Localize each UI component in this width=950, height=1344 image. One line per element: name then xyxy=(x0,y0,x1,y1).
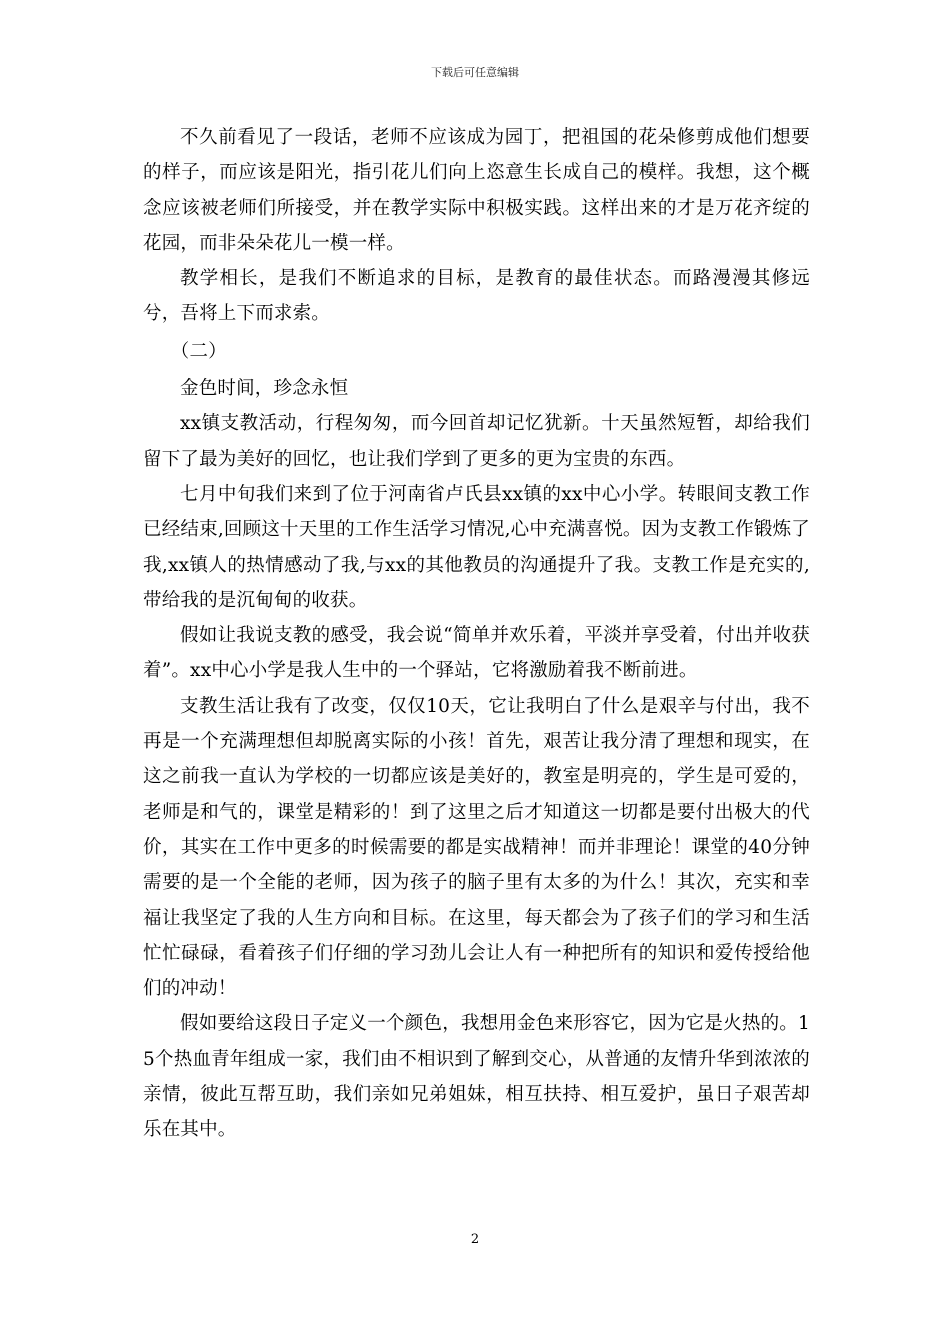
paragraph-july: 七月中旬我们来到了位于河南省卢氏县xx镇的xx中心小学。转眼间支教工作已经结束,回顾这十天里的工作生活学习情况,心中充满喜悦。因为支教工作锻炼了我,xx镇人的热情感动了我,与xx的其他教员的沟通提升了我。支教工作是充实的,带给我的是沉甸甸的收获。 xyxy=(143,483,810,611)
paragraph-gardener: 不久前看见了一段话，老师不应该成为园丁，把祖国的花朵修剪成他们想要的样子，而应该是阳光，指引花儿们向上恣意生长成自己的模样。我想，这个概念应该被老师们所接受，并在教学实际中积极实践。这样出来的才是万花齐绽的花园，而非朵朵花儿一模一样。 xyxy=(143,127,810,254)
page-header: 下载后可任意编辑 xyxy=(431,66,519,79)
paragraph-feelings: 假如让我说支教的感受，我会说“简单并欢乐着，平淡并享受着，付出并收获着”。xx中心小学是我人生中的一个驿站，它将激励着我不断前进。 xyxy=(143,625,810,682)
section-title: 金色时间，珍念永恒 xyxy=(180,378,349,400)
document-body xyxy=(143,120,810,1148)
paragraph-activity: xx镇支教活动，行程匆匆，而今回首却记忆犹新。十天虽然短暂，却给我们留下了最为美好的回忆，也让我们学到了更多的更为宝贵的东西。 xyxy=(143,413,810,470)
section-number: （二） xyxy=(170,340,227,362)
paragraph-teaching: 教学相长，是我们不断追求的目标，是教育的最佳状态。而路漫漫其修远兮，吾将上下而求索。 xyxy=(143,268,810,325)
paragraph-change: 支教生活让我有了改变，仅仅10天，它让我明白了什么是艰辛与付出，我不再是一个充满理想但却脱离实际的小孩！首先，艰苦让我分清了理想和现实，在这之前我一直认为学校的一切都应该是美好的，教室是明亮的，学生是可爱的，老师是和气的，课堂是精彩的！到了这里之后才知道这一切都是要付出极大的代价，其实在工作中更多的时候需要的都是实战精神！而并非理论！课堂的40分钟需要的是一个全能的老师，因为孩子的脑子里有太多的为什么！其次，充实和幸福让我坚定了我的人生方向和目标。在这里，每天都会为了孩子们的学习和生活忙忙碌碌，看着孩子们仔细的学习劲儿会让人有一种把所有的知识和爱传授给他们的冲动！ xyxy=(143,695,810,1000)
page-number: 2 xyxy=(470,1232,480,1247)
paragraph-golden: 假如要给这段日子定义一个颜色，我想用金色来形容它，因为它是火热的。1 5个热血青年组成一家，我们由不相识到了解到交心，从普通的友情升华到浓浓的亲情，彼此互帮互助，我们亲如兄弟姐妹，相互扶持、相互爱护，虽日子艰苦却乐在其中。 xyxy=(143,1013,810,1141)
